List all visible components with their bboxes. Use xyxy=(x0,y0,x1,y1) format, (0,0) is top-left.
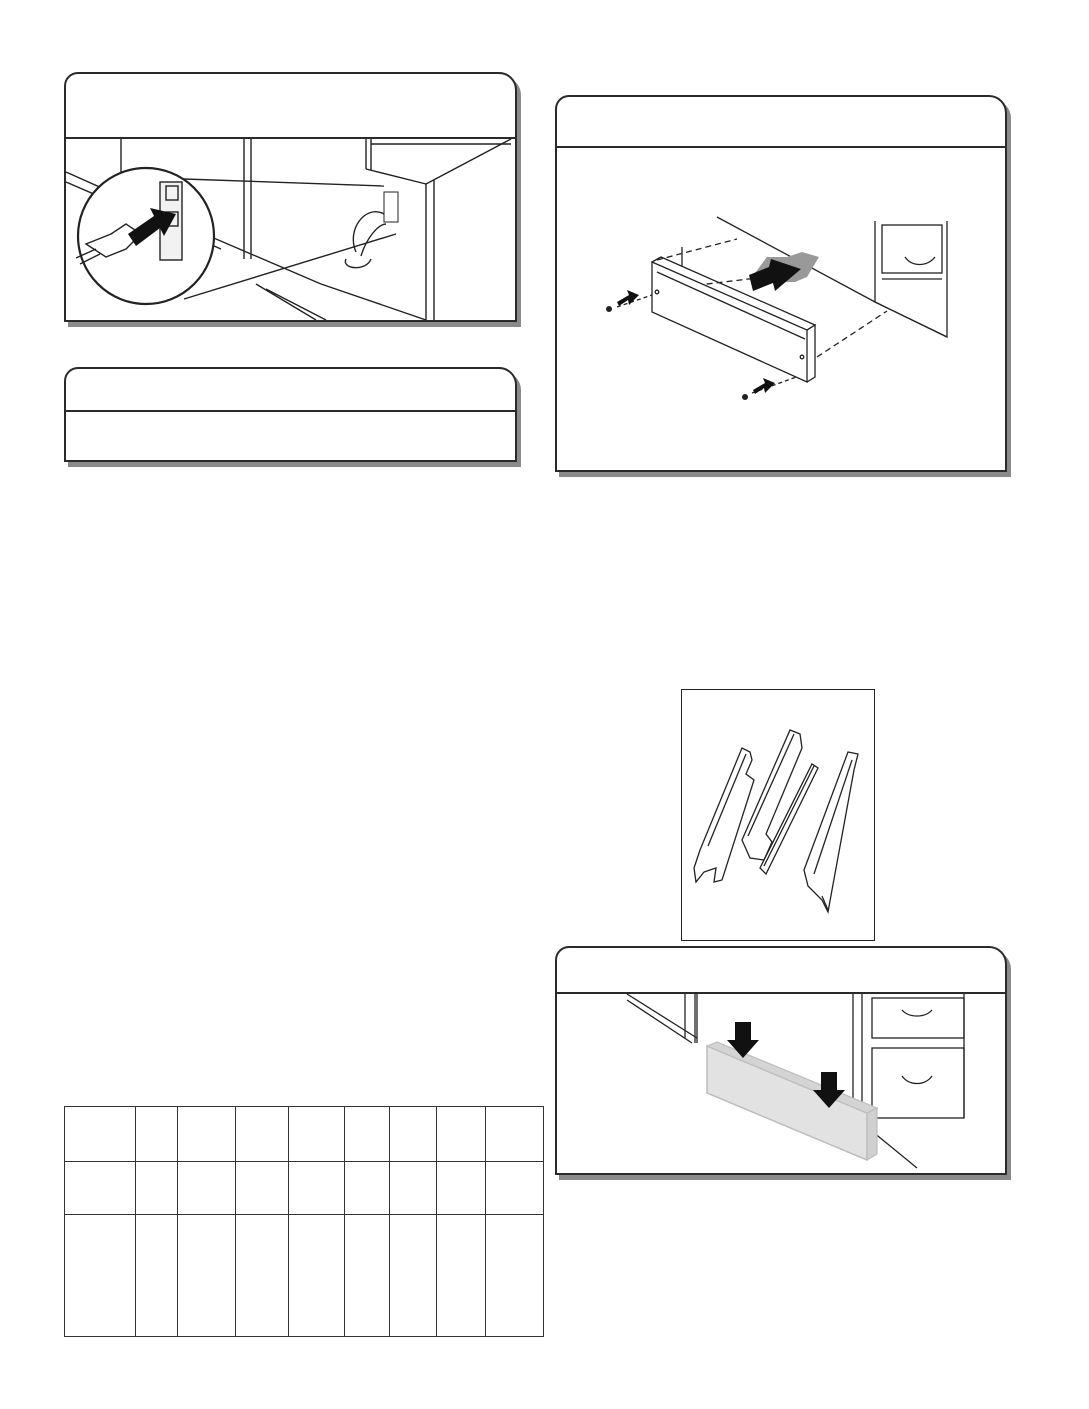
table-cell xyxy=(437,1107,486,1162)
table-cell xyxy=(486,1215,544,1337)
table-cell xyxy=(65,1162,136,1215)
table-cell xyxy=(177,1215,235,1337)
table-cell xyxy=(235,1162,288,1215)
table-cell xyxy=(390,1107,437,1162)
table-cell xyxy=(437,1162,486,1215)
table-row xyxy=(65,1162,544,1215)
table-cell xyxy=(390,1162,437,1215)
bracket-parts-figure xyxy=(681,689,875,941)
bracket-parts-illustration xyxy=(682,690,874,940)
panel-header xyxy=(66,369,515,412)
table-cell xyxy=(486,1162,544,1215)
table-row xyxy=(65,1215,544,1337)
table-cell xyxy=(288,1215,345,1337)
kick-plate-illustration xyxy=(557,948,1005,1173)
bracket-illustration xyxy=(557,97,1005,470)
table-row xyxy=(65,1107,544,1162)
table-cell xyxy=(135,1107,177,1162)
table-cell xyxy=(288,1107,345,1162)
table-cell xyxy=(177,1162,235,1215)
table-cell xyxy=(288,1162,345,1215)
table-cell xyxy=(345,1162,390,1215)
bracket-install-panel xyxy=(555,95,1007,472)
table-cell xyxy=(437,1215,486,1337)
table-cell xyxy=(135,1215,177,1337)
table-cell xyxy=(65,1215,136,1337)
table-cell xyxy=(390,1215,437,1337)
table-cell xyxy=(65,1107,136,1162)
kick-plate-panel xyxy=(555,946,1007,1175)
note-panel xyxy=(64,367,517,462)
table-cell xyxy=(177,1107,235,1162)
spec-table xyxy=(64,1106,544,1337)
table-cell xyxy=(235,1215,288,1337)
table-cell xyxy=(135,1162,177,1215)
table-cell xyxy=(345,1215,390,1337)
outlet-plug-illustration xyxy=(66,74,515,320)
table-cell xyxy=(486,1107,544,1162)
table-cell xyxy=(235,1107,288,1162)
outlet-illustration-panel xyxy=(64,72,517,322)
table-cell xyxy=(345,1107,390,1162)
